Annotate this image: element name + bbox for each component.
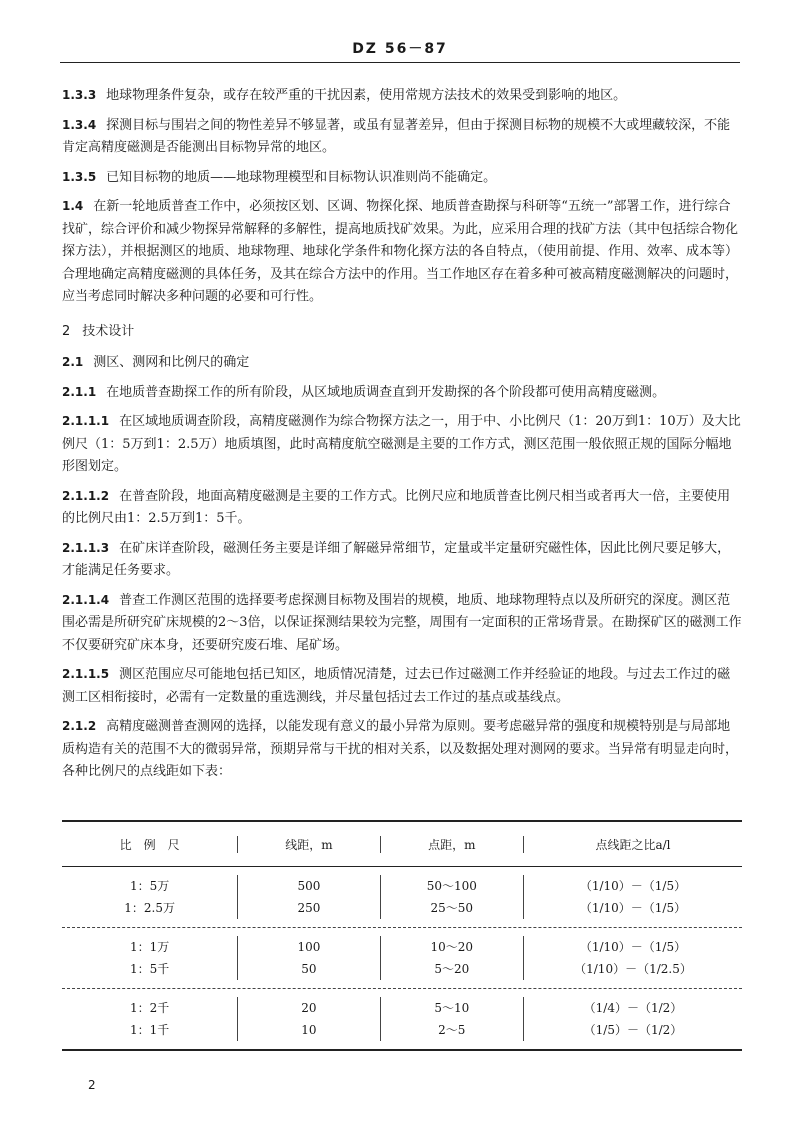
paragraph <box>62 537 742 583</box>
table-cell: 500 <box>238 875 380 897</box>
table-header-cell: 线距，m <box>238 836 380 853</box>
table-cell: 25～50 <box>381 897 524 919</box>
table-row <box>62 997 742 1019</box>
table-row <box>62 936 742 958</box>
paragraph-group-2 <box>62 351 742 784</box>
table-cell: 5～10 <box>381 997 524 1019</box>
clause-number: 2.1.1.3 <box>62 540 110 555</box>
paragraph <box>62 195 742 309</box>
clause-text: 在地质普查勘探工作的所有阶段，从区域地质调查直到开发勘探的各个阶段都可使用高精度磁测。 <box>106 384 666 400</box>
paragraph-group-1 <box>62 84 742 309</box>
paragraph <box>62 715 742 784</box>
table-cell: 2～5 <box>381 1019 524 1041</box>
paragraph <box>62 663 742 709</box>
clause-number: 2.1.1.5 <box>62 667 110 681</box>
document-body <box>62 84 742 790</box>
clause-number: 1.3.5 <box>62 169 97 184</box>
table-header-cell: 点距，m <box>381 836 524 853</box>
table-row-group <box>62 928 742 989</box>
clause-number: 1.3.3 <box>62 88 97 102</box>
table-row <box>62 1019 742 1041</box>
table-cell: 20 <box>238 997 380 1019</box>
clause-number: 2.1.2 <box>62 719 97 733</box>
table-header-cell: 比 例 尺 <box>62 836 238 853</box>
paragraph <box>62 381 742 405</box>
clause-text: 高精度磁测普查测网的选择，以能发现有意义的最小异常为原则。要考虑磁异常的强度和规模特别是与局部地质构造有关的范围不大的微弱异常，预期异常与干扰的相对关系，以及数据处理对测网的要求。当异常有明显走向时，各种比例尺的点线距如下表： <box>62 719 739 779</box>
page-number: 2 <box>88 1078 96 1092</box>
table-cell: 1：5千 <box>62 958 238 980</box>
clause-text: 测区、测网和比例尺的确定 <box>93 355 250 370</box>
clause-number: 1.4 <box>62 199 84 213</box>
table-cell: 100 <box>238 936 380 958</box>
table-row-group <box>62 867 742 928</box>
section-title: 技术设计 <box>82 323 135 339</box>
table-cell: （1/5）－（1/2） <box>583 1023 683 1037</box>
paragraph <box>62 166 742 190</box>
page-header: DZ 56－87 <box>60 38 740 63</box>
table-cell: （1/10）－（1/2.5） <box>574 962 692 976</box>
clause-text: 地球物理条件复杂，或存在较严重的干扰因素，使用常规方法技术的效果受到影响的地区。 <box>106 88 627 103</box>
clause-number: 1.3.4 <box>62 117 97 132</box>
clause-number: 2.1 <box>62 355 84 369</box>
table-cell: 50 <box>238 958 380 980</box>
clause-text: 已知目标物的地质——地球物理模型和目标物认识准则尚不能确定。 <box>106 169 497 185</box>
clause-text: 普查工作测区范围的选择要考虑探测目标物及围岩的规模，地质、地球物理特点以及所研究的深度。测区范围必需是所研究矿床规模的2～3倍，以保证探测结果较为完整，周围有一定面积的正常场背景。在勘探矿区的磁测工作不仅要研究矿床本身，还要研究废石堆、尾矿场。 <box>62 592 742 653</box>
clause-number: 2.1.1.4 <box>62 592 110 607</box>
paragraph <box>62 114 742 160</box>
table-cell: 1：2.5万 <box>62 897 238 919</box>
table-cell: （1/10）－（1/5） <box>579 901 687 915</box>
clause-number: 2.1.1 <box>62 384 97 399</box>
paragraph <box>62 351 742 375</box>
section-number: 2 <box>62 323 71 339</box>
table-header-row <box>62 822 742 867</box>
clause-text: 测区范围应尽可能地包括已知区，地质情况清楚，过去已作过磁测工作并经验证的地段。与过去工作过的磁测工区相衔接时，必需有一定数量的重选测线，并尽量包括过去工作过的基点或基线点。 <box>62 667 731 705</box>
clause-text: 在普查阶段，地面高精度磁测是主要的工作方式。比例尺应和地质普查比例尺相当或者再大一倍，主要使用的比例尺由1：2.5万到1：5千。 <box>62 488 731 526</box>
table-cell: 10～20 <box>381 936 524 958</box>
table-row-group <box>62 989 742 1049</box>
clause-number: 2.1.1.2 <box>62 488 110 503</box>
table-cell: 50～100 <box>381 875 524 897</box>
table-cell: 5～20 <box>381 958 524 980</box>
table-cell: 1：5万 <box>62 875 238 897</box>
table-cell: （1/10）－（1/5） <box>579 879 687 893</box>
table-cell: 10 <box>238 1019 380 1041</box>
point-line-spacing-table <box>62 820 742 1051</box>
clause-text: 探测目标与围岩之间的物性差异不够显著，或虽有显著差异，但由于探测目标物的规模不大或埋藏较深，不能肯定高精度磁测是否能测出目标物异常的地区。 <box>62 117 731 155</box>
table-cell: 1：2千 <box>62 997 238 1019</box>
paragraph <box>62 485 742 531</box>
table-cell: （1/10）－（1/5） <box>579 940 687 954</box>
table-row <box>62 875 742 897</box>
clause-text: 在新一轮地质普查工作中，必须按区划、区调、物探化探、地质普查勘探与科研等“五统一”部署工作，进行综合找矿，综合评价和减少物探异常解释的多解性，提高地质找矿效果。为此，应采用合理的找矿方法（其中包括综合物化探方法），并根据测区的地质、地球物理、地球化学条件和物化探方法的各自特点，（使用前提、作用、效率、成本等）合理地确定高精度磁测的具体任务，及其在综合方法中的作用。当工作地区存在着多种可被高精度磁测解决的问题时，应当考虑同时解决多种问题的必要和可行性。 <box>62 199 739 304</box>
table-header-cell: 点线距之比a/l <box>595 837 671 852</box>
table-cell: 1：1千 <box>62 1019 238 1041</box>
clause-text: 在矿床详查阶段，磁测任务主要是详细了解磁异常细节，定量或半定量研究磁性体，因此比例尺要足够大，才能满足任务要求。 <box>62 540 731 578</box>
paragraph <box>62 589 742 658</box>
clause-text: 在区域地质调查阶段，高精度磁测作为综合物探方法之一，用于中、小比例尺（1：20万到1：10万）及大比例尺（1：5万到1：2.5万）地质填图，此时高精度航空磁测是主要的工作方式，测区范围一般依照正规的国际分幅地形图划定。 <box>62 414 741 474</box>
clause-number: 2.1.1.1 <box>62 414 110 428</box>
table-row <box>62 958 742 980</box>
table-cell: 250 <box>238 897 380 919</box>
table-cell: 1：1万 <box>62 936 238 958</box>
table-cell: （1/4）－（1/2） <box>583 1001 683 1015</box>
paragraph <box>62 84 742 108</box>
paragraph <box>62 410 742 479</box>
table-row <box>62 897 742 919</box>
table-body <box>62 867 742 1049</box>
section-heading <box>62 321 742 344</box>
